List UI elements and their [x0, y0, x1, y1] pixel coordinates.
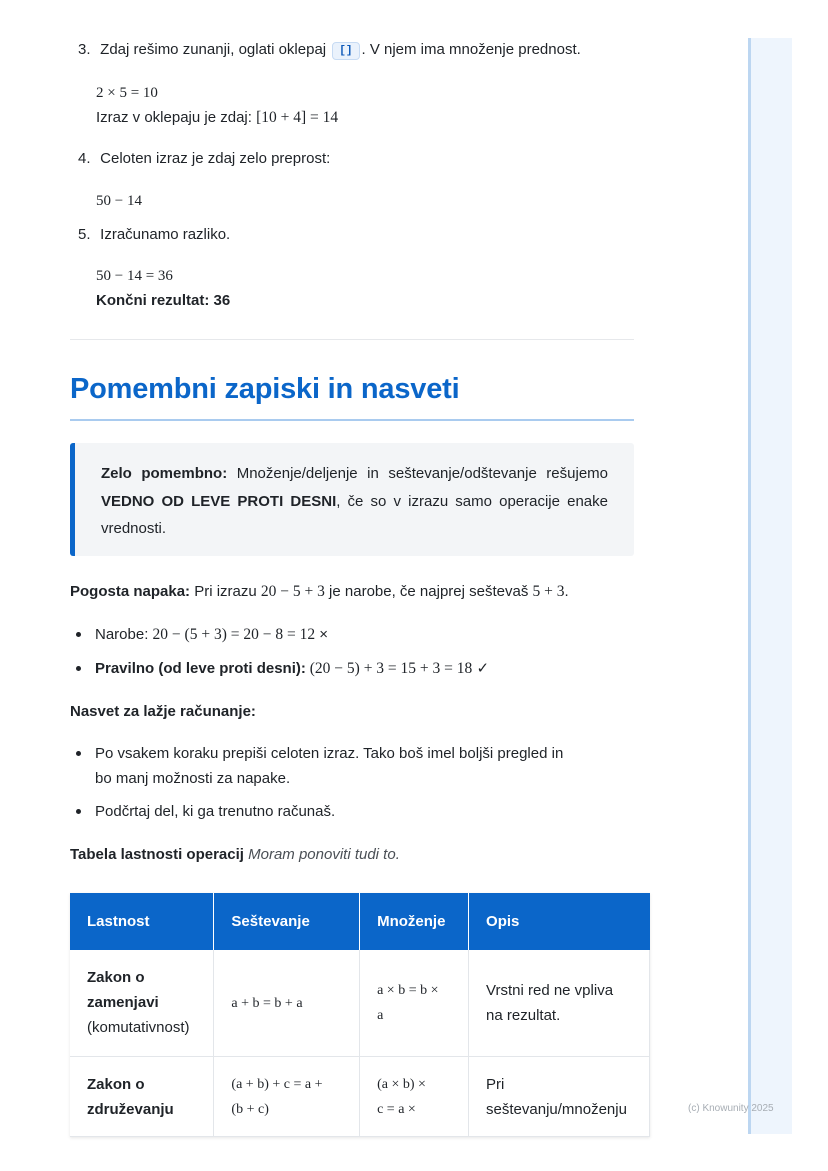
- step-text: Celoten izraz je zdaj zelo preprost:: [100, 150, 331, 167]
- callout-label: Zelo pomembno:: [101, 465, 228, 482]
- check-icon: ✓: [472, 660, 490, 677]
- description: na rezultat.: [486, 1006, 561, 1024]
- property-name: Zakon o: [87, 1075, 145, 1093]
- multiplication-formula: c = a ×: [377, 1101, 416, 1117]
- mistake-label: Pogosta napaka:: [70, 583, 191, 600]
- property-name: zamenjavi: [87, 994, 159, 1012]
- bullet-dot: [76, 632, 81, 637]
- bullet-dot: [76, 751, 81, 756]
- bullet-dot: [76, 809, 81, 814]
- table-header: Seštevanje: [214, 893, 360, 950]
- mistake-text-mid: je narobe, če najprej seštevaš: [324, 583, 533, 600]
- description: Pri: [486, 1075, 505, 1093]
- mistake-text-end: .: [564, 583, 569, 600]
- mistake-expression: 20 − 5 + 3: [260, 583, 325, 600]
- table-cell: [214, 950, 360, 1056]
- bullet-math: (20 − 5) + 3 = 15 + 3 = 18: [305, 660, 473, 677]
- mistake-expression-2: 5 + 3: [532, 583, 565, 600]
- multiplication-formula: (a × b) ×: [377, 1076, 426, 1092]
- tip-text: Podčrtaj del, ki ga trenutno računaš.: [95, 803, 336, 820]
- math-line: 50 − 14: [96, 193, 142, 209]
- title-underline: [70, 419, 634, 421]
- step-4: [78, 150, 330, 167]
- addition-formula: a + b = b + a: [231, 995, 303, 1011]
- property-subtitle: (komutativnost): [87, 1019, 190, 1037]
- description: seštevanju/množenju: [486, 1100, 627, 1118]
- final-result: Končni rezultat: 36: [96, 292, 231, 309]
- table-caption-bold: Tabela lastnosti operacij: [70, 846, 244, 863]
- math-line: 2 × 5 = 10: [96, 85, 158, 101]
- common-mistake: [70, 583, 569, 601]
- multiplication-formula: a × b = b ×: [377, 982, 439, 998]
- table-row: [70, 950, 650, 1056]
- table-cell: [360, 950, 469, 1056]
- callout-text: Množenje/deljenje in seštevanje/odštevanje rešujemo: [227, 465, 608, 482]
- addition-formula: (b + c): [231, 1101, 269, 1117]
- table-caption: [70, 846, 400, 863]
- tip-text: bo manj možnosti za napake.: [95, 770, 291, 787]
- table-header-row: [70, 893, 650, 950]
- cross-icon: ×: [315, 626, 329, 643]
- callout-emphasis: VEDNO OD LEVE PROTI DESNI: [101, 492, 337, 510]
- table-caption-italic: Moram ponoviti tudi to.: [243, 846, 400, 863]
- table-header: Lastnost: [70, 893, 214, 950]
- expression-math: [10 + 4] = 14: [256, 109, 339, 126]
- table-cell: [214, 1056, 360, 1136]
- inline-code: []: [332, 42, 359, 60]
- table-header: Opis: [469, 893, 650, 950]
- step-5: [78, 226, 230, 243]
- multiplication-formula: a: [377, 1007, 384, 1023]
- table-cell: [70, 950, 214, 1056]
- bullet-label: Pravilno (od leve proti desni):: [95, 660, 306, 677]
- section-title: Pomembni zapiski in nasveti: [70, 373, 460, 405]
- step-number: 3.: [78, 41, 91, 58]
- step-number: 4.: [78, 150, 91, 167]
- addition-formula: (a + b) + c = a +: [231, 1076, 323, 1092]
- step-3: [78, 41, 581, 60]
- table-cell: [469, 1056, 650, 1136]
- table-cell: [469, 950, 650, 1056]
- tips-heading: Nasvet za lažje računanje:: [70, 703, 256, 720]
- table-cell: [360, 1056, 469, 1136]
- step-text-end: . V njem ima množenje prednost.: [361, 41, 581, 58]
- expression-line: [96, 109, 338, 127]
- math-line: 50 − 14 = 36: [96, 268, 173, 284]
- table-row: [70, 1056, 650, 1136]
- bullet-label: Narobe:: [95, 626, 153, 643]
- step-text: Izračunamo razliko.: [100, 226, 231, 243]
- bullet-dot: [76, 666, 81, 671]
- tip-text: Po vsakem koraku prepiši celoten izraz. Tako boš imel boljši pregled in: [95, 745, 564, 762]
- step-text: Zdaj rešimo zunanji, oglati oklepaj: [100, 41, 327, 58]
- callout-text-end: , če so v izrazu samo operacije enake vrednosti.: [101, 492, 608, 537]
- important-callout: [70, 443, 634, 556]
- expression-label: Izraz v oklepaju je zdaj:: [96, 109, 252, 126]
- mistake-text: Pri izrazu: [190, 583, 261, 600]
- description: Vrstni red ne vpliva: [486, 981, 614, 999]
- step-number: 5.: [78, 226, 91, 243]
- property-name: Zakon o: [87, 969, 145, 987]
- property-name: združevanju: [87, 1100, 174, 1118]
- table-cell: [70, 1056, 214, 1136]
- copyright-text: (c) Knowunity 2025: [688, 1103, 774, 1114]
- divider: [70, 339, 634, 340]
- table-header: Množenje: [360, 893, 469, 950]
- bullet-math: 20 − (5 + 3) = 20 − 8 = 12: [152, 626, 316, 643]
- properties-table: [70, 893, 650, 1137]
- side-panel: [748, 38, 792, 1134]
